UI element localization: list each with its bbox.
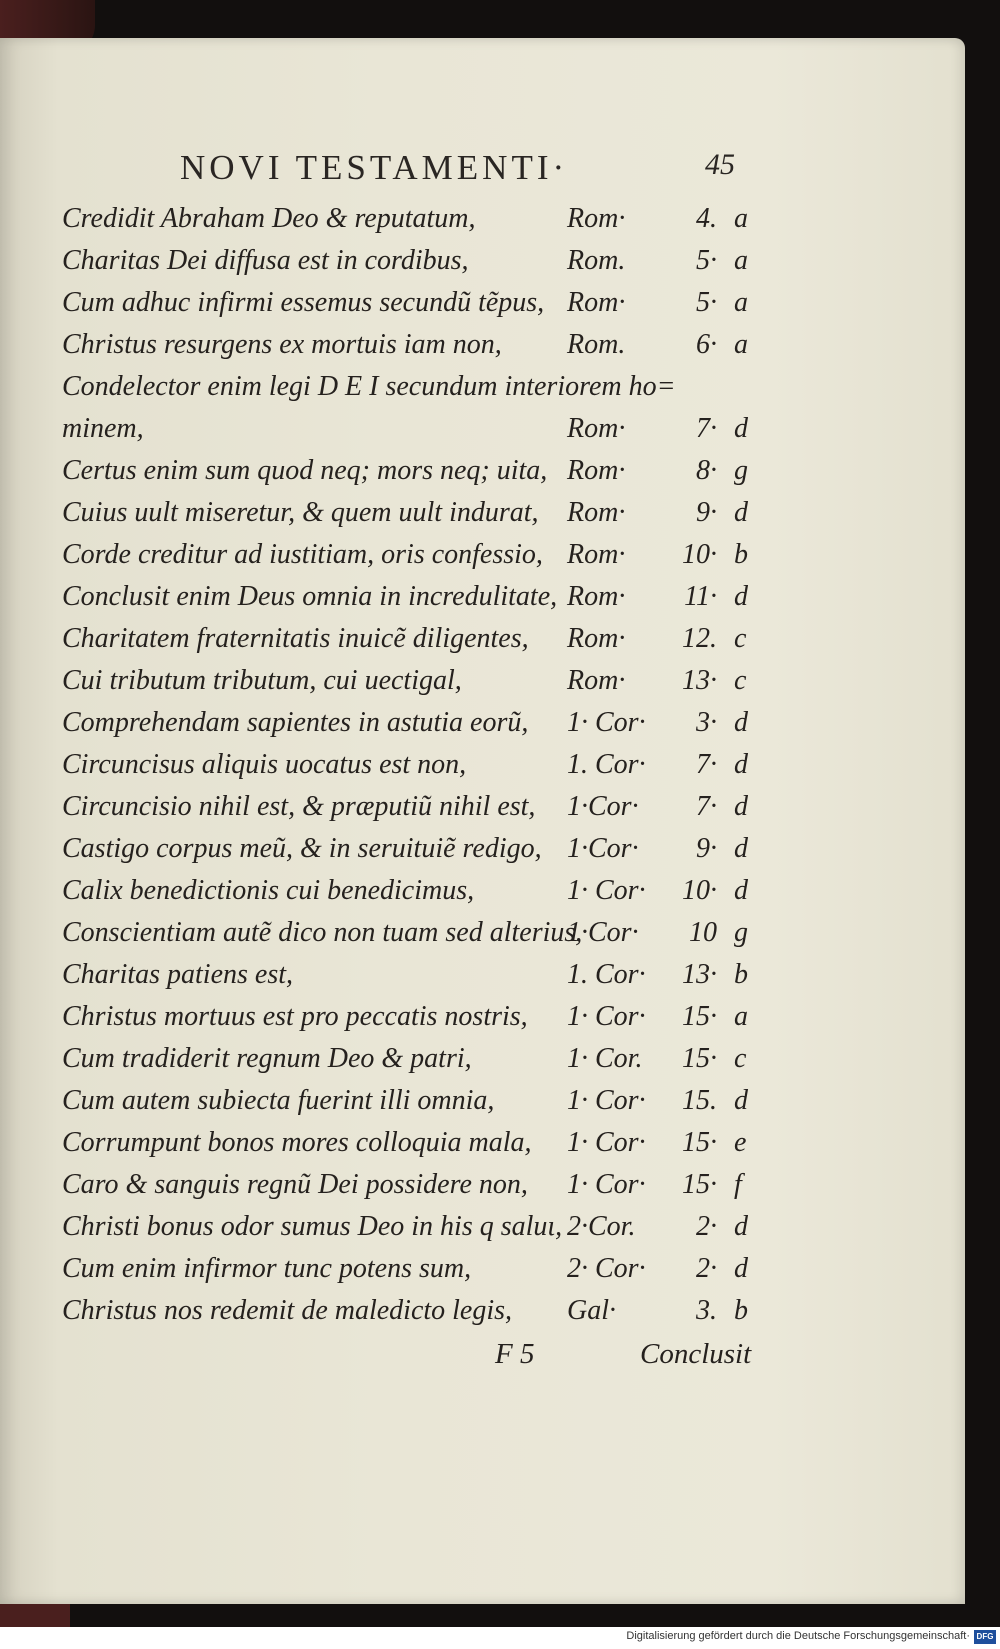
entry-book: 1·Cor· bbox=[567, 917, 639, 948]
entry-chapter: 11· bbox=[684, 581, 717, 612]
entry-chapter: 10 bbox=[689, 917, 717, 948]
entry-book: Rom· bbox=[567, 287, 626, 318]
entry-text: Cui tributum tributum, cui uectigal, bbox=[62, 665, 462, 696]
entry-text: Corrumpunt bonos mores colloquia mala, bbox=[62, 1127, 532, 1158]
entry-section: d bbox=[734, 1253, 748, 1284]
footer-bar bbox=[0, 1627, 1000, 1649]
entry-book: Rom· bbox=[567, 623, 626, 654]
funding-notice: Digitalisierung gefördert durch die Deutsche Forschungsgemeinschaft· bbox=[626, 1630, 970, 1642]
index-entry bbox=[62, 1038, 762, 1080]
entry-section: g bbox=[734, 455, 748, 486]
entry-book: 1· Cor· bbox=[567, 1127, 646, 1158]
entry-chapter: 10· bbox=[682, 875, 717, 906]
entry-text: Caro & sanguis regnũ Dei possidere non, bbox=[62, 1169, 528, 1200]
entry-section: a bbox=[734, 203, 748, 234]
entry-chapter: 2· bbox=[696, 1253, 717, 1284]
entry-text: Circuncisio nihil est, & præputiũ nihil est, bbox=[62, 791, 536, 822]
entry-text: Calix benedictionis cui benedicimus, bbox=[62, 875, 475, 906]
entry-chapter: 5· bbox=[696, 245, 717, 276]
entry-chapter: 9· bbox=[696, 497, 717, 528]
entry-text: minem, bbox=[62, 413, 144, 444]
index-entry bbox=[62, 1080, 762, 1122]
index-entry bbox=[62, 408, 762, 450]
entry-chapter: 8· bbox=[696, 455, 717, 486]
catchword: Conclusit bbox=[640, 1338, 752, 1370]
entry-section: a bbox=[734, 329, 748, 360]
entry-text: Corde creditur ad iustitiam, oris confessio, bbox=[62, 539, 543, 570]
entry-chapter: 6· bbox=[696, 329, 717, 360]
index-entry bbox=[62, 1122, 762, 1164]
entry-text: Cuius uult miseretur, & quem uult indurat, bbox=[62, 497, 539, 528]
entry-section: d bbox=[734, 791, 748, 822]
entry-section: d bbox=[734, 1085, 748, 1116]
entry-chapter: 7· bbox=[696, 749, 717, 780]
index-entry bbox=[62, 450, 762, 492]
entry-section: b bbox=[734, 1295, 748, 1326]
book-page bbox=[0, 38, 965, 1604]
entry-section: d bbox=[734, 413, 748, 444]
entry-text: Circuncisus aliquis uocatus est non, bbox=[62, 749, 467, 780]
entry-text: Christi bonus odor sumus Deo in his q saluι, bbox=[62, 1211, 563, 1242]
entry-book: Rom. bbox=[567, 329, 626, 360]
entry-book: 1. Cor· bbox=[567, 749, 646, 780]
entry-book: 2·Cor. bbox=[567, 1211, 636, 1242]
entry-book: Rom· bbox=[567, 497, 626, 528]
index-entry bbox=[62, 534, 762, 576]
index-entry bbox=[62, 282, 762, 324]
index-entry bbox=[62, 324, 762, 366]
entry-chapter: 3. bbox=[696, 1295, 717, 1326]
entry-section: f bbox=[734, 1169, 742, 1200]
dfg-logo-icon: DFG bbox=[974, 1630, 996, 1644]
entry-book: 2· Cor· bbox=[567, 1253, 646, 1284]
entry-section: d bbox=[734, 875, 748, 906]
index-entry bbox=[62, 576, 762, 618]
entry-chapter: 15· bbox=[682, 1043, 717, 1074]
index-entry bbox=[62, 1164, 762, 1206]
entry-text: Christus nos redemit de maledicto legis, bbox=[62, 1295, 513, 1326]
entry-book: Rom· bbox=[567, 413, 626, 444]
entry-section: c bbox=[734, 623, 747, 654]
entry-book: 1· Cor· bbox=[567, 1085, 646, 1116]
entry-section: b bbox=[734, 539, 748, 570]
entry-section: a bbox=[734, 287, 748, 318]
entry-chapter: 7· bbox=[696, 791, 717, 822]
index-entry bbox=[62, 954, 762, 996]
book-binding-bottom bbox=[0, 1602, 70, 1627]
entry-chapter: 9· bbox=[696, 833, 717, 864]
entry-text: Charitatem fraternitatis inuicẽ diligentes, bbox=[62, 623, 529, 654]
entry-text: Conclusit enim Deus omnia in incredulitate, bbox=[62, 581, 558, 612]
entry-chapter: 15· bbox=[682, 1001, 717, 1032]
index-entry bbox=[62, 240, 762, 282]
entry-text: Castigo corpus meũ, & in seruituiẽ redigo, bbox=[62, 833, 542, 864]
entry-text: Comprehendam sapientes in astutia eorũ, bbox=[62, 707, 529, 738]
entry-book: 1·Cor· bbox=[567, 833, 639, 864]
entry-chapter: 13· bbox=[682, 959, 717, 990]
entry-text: Christus mortuus est pro peccatis nostris, bbox=[62, 1001, 528, 1032]
entry-section: a bbox=[734, 245, 748, 276]
entry-book: 1· Cor· bbox=[567, 1169, 646, 1200]
index-entry bbox=[62, 744, 762, 786]
entry-book: 1· Cor· bbox=[567, 1001, 646, 1032]
entry-book: Gal· bbox=[567, 1295, 616, 1326]
index-entry bbox=[62, 1290, 762, 1332]
entry-chapter: 7· bbox=[696, 413, 717, 444]
entry-chapter: 13· bbox=[682, 665, 717, 696]
entry-book: 1· Cor· bbox=[567, 707, 646, 738]
running-header: NOVI TESTAMENTI· bbox=[180, 148, 569, 187]
entry-chapter: 3· bbox=[696, 707, 717, 738]
entry-chapter: 2· bbox=[696, 1211, 717, 1242]
catchline bbox=[0, 1338, 965, 1378]
entry-section: d bbox=[734, 581, 748, 612]
entry-chapter: 4. bbox=[696, 203, 717, 234]
entry-book: Rom· bbox=[567, 581, 626, 612]
index-entry bbox=[62, 1206, 762, 1248]
entry-section: d bbox=[734, 749, 748, 780]
entry-section: c bbox=[734, 1043, 747, 1074]
entry-text: Certus enim sum quod neq; mors neq; uita, bbox=[62, 455, 548, 486]
entry-book: 1· Cor· bbox=[567, 875, 646, 906]
index-entry bbox=[62, 912, 762, 954]
entry-book: Rom· bbox=[567, 665, 626, 696]
index-entries bbox=[62, 198, 762, 1332]
index-entry bbox=[62, 366, 762, 408]
index-entry bbox=[62, 702, 762, 744]
entry-text: Conscientiam autẽ dico non tuam sed alterius, bbox=[62, 917, 583, 948]
entry-section: d bbox=[734, 833, 748, 864]
entry-chapter: 15· bbox=[682, 1169, 717, 1200]
signature-mark: F 5 bbox=[495, 1338, 535, 1370]
entry-text: Condelector enim legi D E I secundum interiorem ho= bbox=[62, 371, 676, 402]
entry-text: Charitas Dei diffusa est in cordibus, bbox=[62, 245, 469, 276]
index-entry bbox=[62, 1248, 762, 1290]
index-entry bbox=[62, 996, 762, 1038]
entry-section: d bbox=[734, 1211, 748, 1242]
entry-chapter: 12. bbox=[682, 623, 717, 654]
index-entry bbox=[62, 786, 762, 828]
entry-book: 1. Cor· bbox=[567, 959, 646, 990]
entry-book: 1· Cor. bbox=[567, 1043, 643, 1074]
index-entry bbox=[62, 660, 762, 702]
entry-section: c bbox=[734, 665, 747, 696]
entry-section: g bbox=[734, 917, 748, 948]
entry-section: a bbox=[734, 1001, 748, 1032]
entry-text: Cum adhuc infirmi essemus secundũ tẽpus, bbox=[62, 287, 545, 318]
index-entry bbox=[62, 618, 762, 660]
entry-chapter: 10· bbox=[682, 539, 717, 570]
entry-text: Cum tradiderit regnum Deo & patri, bbox=[62, 1043, 472, 1074]
index-entry bbox=[62, 828, 762, 870]
entry-text: Cum enim infirmor tunc potens sum, bbox=[62, 1253, 472, 1284]
entry-text: Charitas patiens est, bbox=[62, 959, 294, 990]
entry-chapter: 5· bbox=[696, 287, 717, 318]
entry-text: Credidit Abraham Deo & reputatum, bbox=[62, 203, 476, 234]
entry-book: Rom· bbox=[567, 455, 626, 486]
entry-chapter: 15. bbox=[682, 1085, 717, 1116]
index-entry bbox=[62, 198, 762, 240]
entry-book: Rom· bbox=[567, 539, 626, 570]
entry-chapter: 15· bbox=[682, 1127, 717, 1158]
entry-book: 1·Cor· bbox=[567, 791, 639, 822]
entry-section: e bbox=[734, 1127, 747, 1158]
entry-section: b bbox=[734, 959, 748, 990]
page-number: 45 bbox=[705, 148, 735, 181]
entry-section: d bbox=[734, 707, 748, 738]
entry-book: Rom· bbox=[567, 203, 626, 234]
index-entry bbox=[62, 870, 762, 912]
entry-book: Rom. bbox=[567, 245, 626, 276]
entry-section: d bbox=[734, 497, 748, 528]
index-entry bbox=[62, 492, 762, 534]
entry-text: Cum autem subiecta fuerint illi omnia, bbox=[62, 1085, 495, 1116]
entry-text: Christus resurgens ex mortuis iam non, bbox=[62, 329, 502, 360]
